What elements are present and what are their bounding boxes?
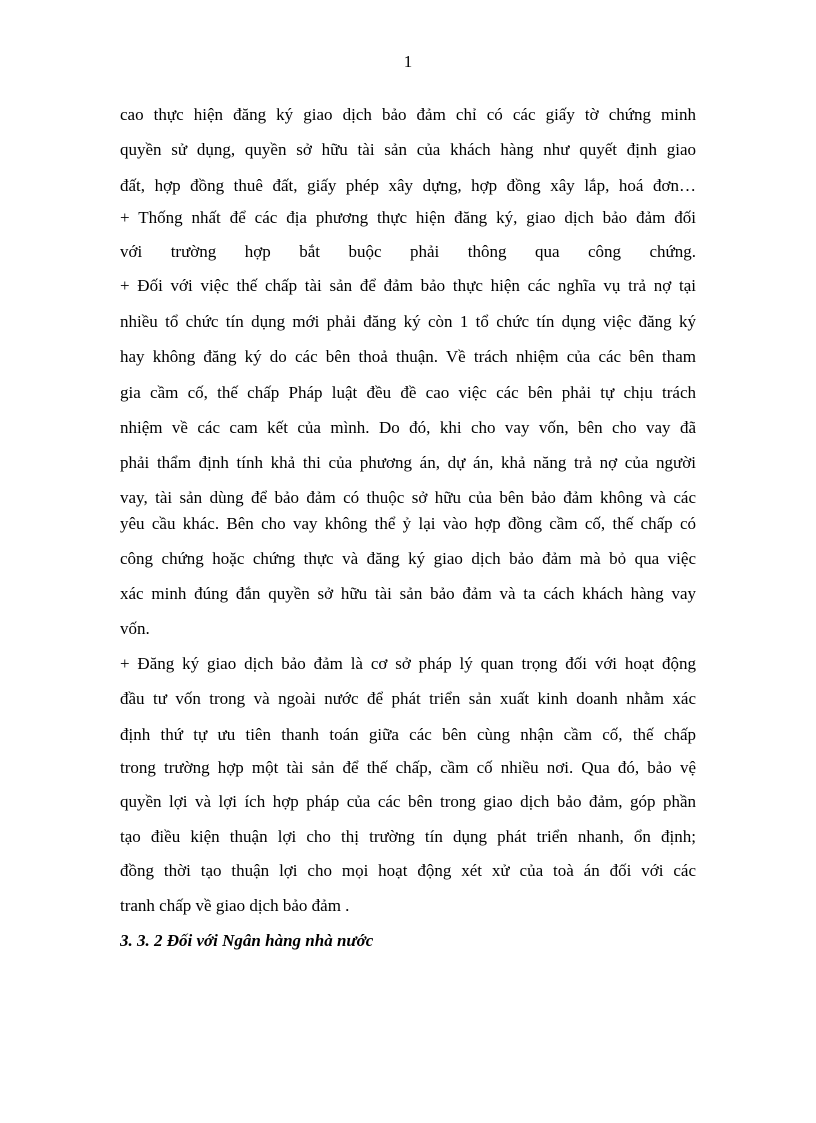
body-text-line: nhiều tổ chức tín dụng mới phải đăng ký còn 1 tổ chức tín dụng việc đăng ký — [120, 312, 696, 331]
body-text-line: đất, hợp đồng thuê đất, giấy phép xây dựng, hợp đồng xây lắp, hoá đơn… — [120, 176, 696, 195]
body-text-line: công chứng hoặc chứng thực và đăng ký giao dịch bảo đảm mà bỏ qua việc — [120, 549, 696, 568]
body-text-line: cao thực hiện đăng ký giao dịch bảo đảm chỉ có các giấy tờ chứng minh — [120, 105, 696, 124]
body-text-line: yêu cầu khác. Bên cho vay không thể ỷ lại vào hợp đồng cầm cố, thế chấp có — [120, 514, 696, 533]
body-text-line: quyền sử dụng, quyền sở hữu tài sản của khách hàng như quyết định giao — [120, 140, 696, 159]
body-text-line: phải thẩm định tính khả thi của phương án, dự án, khả năng trả nợ của người — [120, 453, 696, 472]
page-number: 1 — [403, 52, 413, 71]
body-text-line: vốn. — [120, 619, 150, 638]
body-text-line: gia cầm cố, thế chấp Pháp luật đều đề cao việc các bên phải tự chịu trách — [120, 383, 696, 402]
body-text-line: định thứ tự ưu tiên thanh toán giữa các bên cùng nhận cầm cố, thế chấp — [120, 725, 696, 744]
body-text-line: + Thống nhất để các địa phương thực hiện đăng ký, giao dịch bảo đảm đối — [120, 208, 696, 227]
body-text-line: vay, tài sản dùng để bảo đảm có thuộc sở hữu của bên bảo đảm không và các — [120, 488, 696, 507]
body-text-line: trong trường hợp một tài sản để thế chấp, cầm cố nhiều nơi. Qua đó, bảo vệ — [120, 758, 696, 777]
body-text-line: + Đăng ký giao dịch bảo đảm là cơ sở pháp lý quan trọng đối với hoạt động — [120, 654, 696, 673]
body-text-line: quyền lợi và lợi ích hợp pháp của các bên trong giao dịch bảo đảm, góp phần — [120, 792, 696, 811]
body-text-line: tranh chấp về giao dịch bảo đảm . — [120, 896, 350, 915]
body-text-line: đầu tư vốn trong và ngoài nước để phát triển sản xuất kinh doanh nhằm xác — [120, 689, 696, 708]
section-heading: 3. 3. 2 Đối với Ngân hàng nhà nước — [120, 931, 374, 950]
body-text-line: xác minh đúng đắn quyền sở hữu tài sản bảo đảm và ta cách khách hàng vay — [120, 584, 696, 603]
body-text-line: tạo điều kiện thuận lợi cho thị trường tín dụng phát triển nhanh, ổn định; — [120, 827, 696, 846]
body-text-line: với trường hợp bắt buộc phải thông qua công chứng. — [120, 242, 696, 261]
body-text-line: hay không đăng ký do các bên thoả thuận. Về trách nhiệm của các bên tham — [120, 347, 696, 366]
body-text-line: đồng thời tạo thuận lợi cho mọi hoạt động xét xử của toà án đối với các — [120, 861, 696, 880]
body-text-line: + Đối với việc thế chấp tài sản để đảm bảo thực hiện các nghĩa vụ trả nợ tại — [120, 276, 696, 295]
body-text-line: nhiệm về các cam kết của mình. Do đó, khi cho vay vốn, bên cho vay đã — [120, 418, 696, 437]
